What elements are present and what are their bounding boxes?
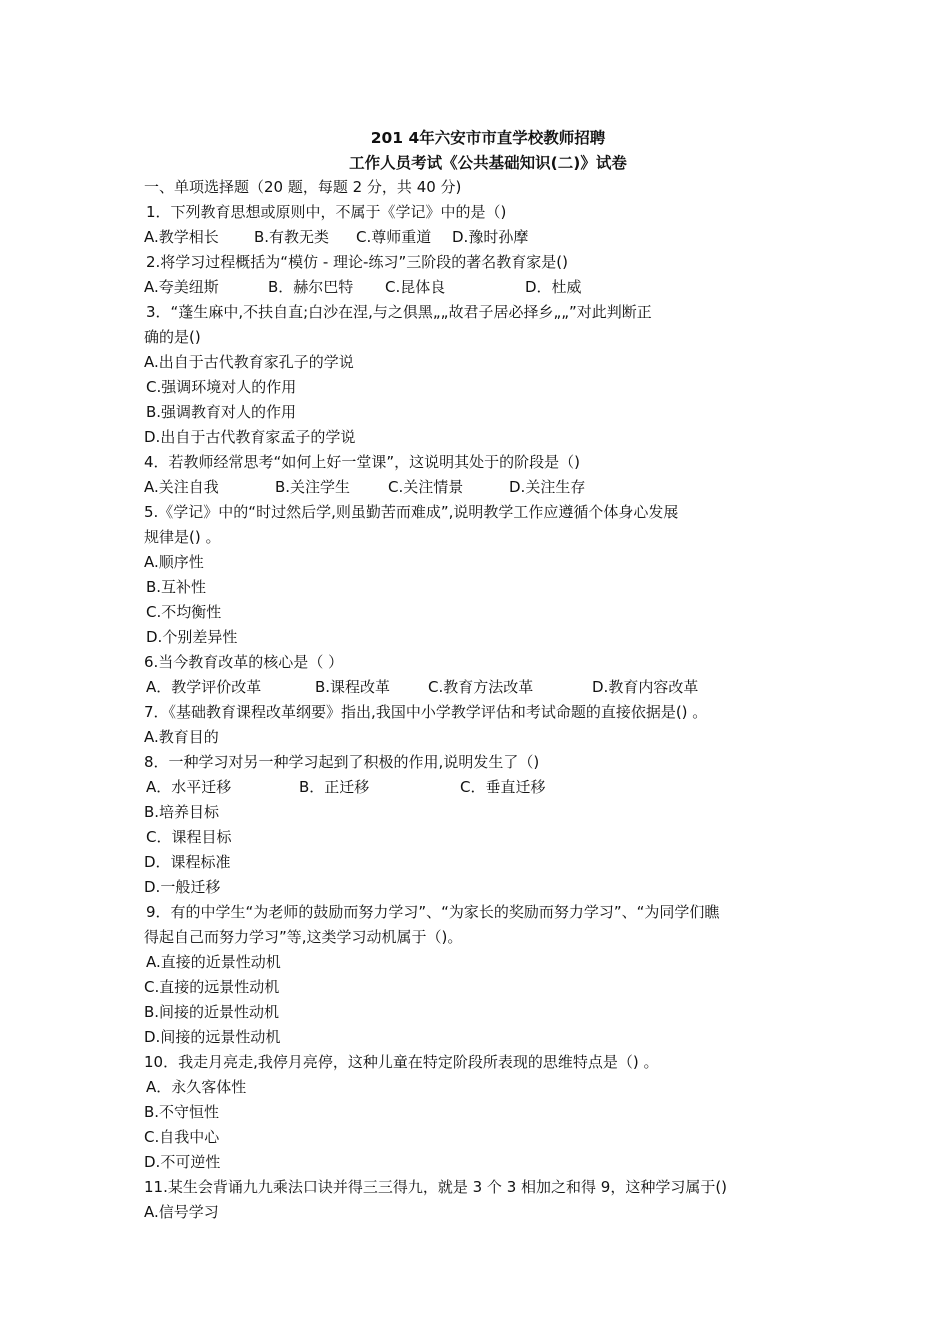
question-3-option-d: D.出自于古代教育家孟子的学说 [144,428,356,446]
question-5-option-c: C.不均衡性 [146,603,222,621]
question-1-option-a: A.教学相长 [144,228,219,246]
question-8-stem: 8．一种学习对另一种学习起到了积极的作用,说明发生了（) [144,753,540,771]
question-2-option-b: B．赫尔巴特 [268,278,354,296]
question-7-option-c: C．课程目标 [146,828,232,846]
question-3-option-a: A.出自于古代教育家孔子的学说 [144,353,354,371]
question-4-stem: 4．若教师经常思考“如何上好一堂课”，这说明其处于的阶段是（) [144,453,580,471]
question-3-option-b: B.强调教育对人的作用 [146,403,297,421]
question-1-option-d: D.豫时孙摩 [452,228,529,246]
document-title-line-1: 201 4年六安市市直学校教师招聘 [370,129,606,147]
question-10-option-b: B.不守恒性 [144,1103,220,1121]
question-8-option-d: D.一般迁移 [144,878,221,896]
question-2-stem: 2.将学习过程概括为“模仿 - 理论-练习”三阶段的著名教育家是() [146,253,568,271]
question-9-option-b: B.间接的近景性动机 [144,1003,280,1021]
question-4-option-d: D.关注生存 [509,478,586,496]
question-8-option-b: B．正迁移 [299,778,370,796]
question-10-option-d: D.不可逆性 [144,1153,221,1171]
question-4-option-c: C.关注情景 [388,478,464,496]
question-1-stem: 1．下列教育思想或原则中，不属于《学记》中的是（) [146,203,507,221]
question-2-option-d: D．杜威 [525,278,582,296]
question-3-stem-line-1: 3．“蓬生麻中,不扶自直;白沙在涅,与之俱黑„„故君子居必择乡„„”对此判断正 [146,303,652,321]
question-3-stem-line-2: 确的是() [144,328,201,346]
question-8-option-c: C．垂直迁移 [460,778,546,796]
question-5-option-d: D.个别差异性 [146,628,238,646]
question-10-stem: 10．我走月亮走,我停月亮停，这种儿童在特定阶段所表现的思维特点是（) 。 [144,1053,659,1071]
question-6-option-b: B.课程改革 [315,678,391,696]
question-6-option-a: A．教学评价改革 [146,678,262,696]
question-11-option-a: A.信号学习 [144,1203,219,1221]
question-1-option-c: C.尊师重道 [356,228,432,246]
question-5-option-a: A.顺序性 [144,553,204,571]
question-2-option-c: C.昆体良 [385,278,446,296]
question-5-option-b: B.互补性 [146,578,207,596]
question-9-option-c: C.直接的远景性动机 [144,978,280,996]
question-6-option-c: C.教育方法改革 [428,678,534,696]
question-11-stem: 11.某生会背诵九九乘法口诀并得三三得九，就是 3 个 3 相加之和得 9，这种学习属于() [144,1178,728,1196]
question-10-option-c: C.自我中心 [144,1128,220,1146]
question-2-option-a: A.夸美纽斯 [144,278,219,296]
question-3-option-c: C.强调环境对人的作用 [146,378,297,396]
question-7-option-a: A.教育目的 [144,728,219,746]
section-heading: 一、单项选择题（20 题，每题 2 分，共 40 分) [144,178,462,196]
question-5-stem-line-2: 规律是() 。 [144,528,221,546]
question-9-stem-line-2: 得起自己而努力学习”等,这类学习动机属于（)。 [144,928,463,946]
question-1-option-b: B.有教无类 [254,228,330,246]
question-4-option-b: B.关注学生 [275,478,351,496]
question-7-option-d: D．课程标准 [144,853,231,871]
question-9-stem-line-1: 9．有的中学生“为老师的鼓励而努力学习”、“为家长的奖励而努力学习”、“为同学们瞧 [146,903,720,921]
question-9-option-a: A.直接的近景性动机 [146,953,281,971]
question-7-option-b: B.培养目标 [144,803,220,821]
question-8-option-a: A．水平迁移 [146,778,232,796]
question-6-stem: 6.当今教育改革的核心是（ ） [144,653,344,671]
question-10-option-a: A．永久客体性 [146,1078,247,1096]
question-4-option-a: A.关注自我 [144,478,219,496]
question-9-option-d: D.间接的远景性动机 [144,1028,281,1046]
question-5-stem-line-1: 5.《学记》中的“时过然后学,则虽勤苦而难成”,说明教学工作应遵循个体身心发展 [144,503,679,521]
question-6-option-d: D.教育内容改革 [592,678,699,696]
question-7-stem: 7．《基础教育课程改革纲要》指出,我国中小学教学评估和考试命题的直接依据是() 。 [144,703,708,721]
document-title-line-2: 工作人员考试《公共基础知识(二)》试卷 [349,154,627,172]
